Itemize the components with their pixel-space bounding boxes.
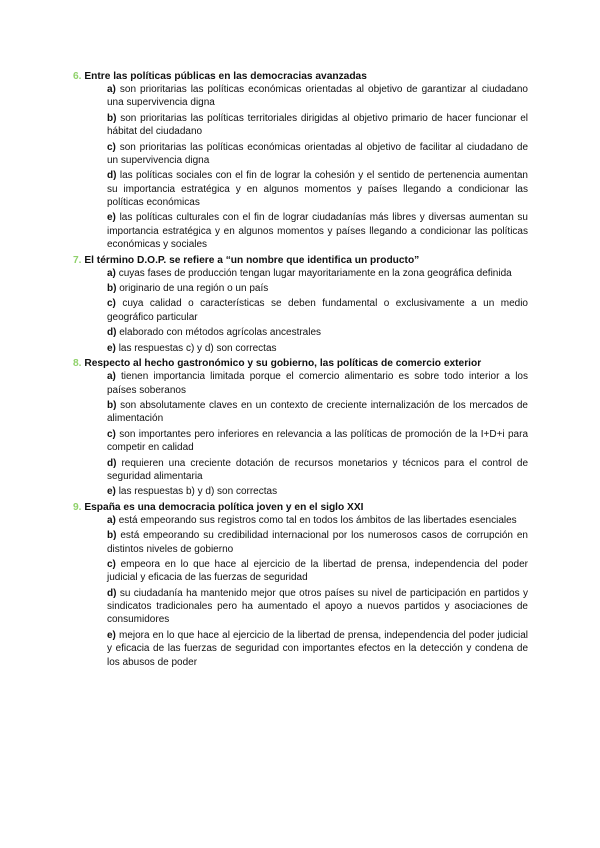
option-letter: a) [107,514,116,526]
option-letter: c) [107,298,116,310]
option-b [107,399,528,426]
option-e [107,342,528,355]
option-e [107,485,528,498]
option-letter: a) [107,267,116,279]
option-text: son importantes pero inferiores en relevancia a las políticas de promoción de la I+D+i para competir en calidad [107,428,529,454]
option-letter: c) [107,559,116,571]
option-d [107,169,528,209]
option-text: las respuestas b) y d) son correctas [118,486,278,498]
option-a [107,267,528,280]
option-d [107,457,528,484]
option-letter: d) [107,170,117,182]
question-title: Respecto al hecho gastronómico y su gobierno, las políticas de comercio exterior [84,358,482,370]
option-letter: a) [107,84,116,95]
option-text: tienen importancia limitada porque el comercio alimentario es sobre todo interior a los países soberanos [107,371,528,396]
option-c [107,141,528,168]
question-8 [73,357,528,498]
question-heading [73,357,528,370]
option-text: cuya calidad o características se deben fundamental o exclusivamente a un medio geográfico particular [107,298,528,323]
option-text: son prioritarias las políticas territoriales dirigidas al objetivo primario de hacer funcionar el hábitat del ciudadano [107,112,528,138]
option-text: son prioritarias las políticas económicas orientadas al objetivo de facilitar al ciudadano de un supervivencia digna [107,141,529,166]
option-letter: d) [107,327,117,339]
option-b [107,529,528,556]
option-b [107,112,528,139]
option-a [107,83,528,110]
question-9 [73,501,528,669]
option-letter: a) [107,371,116,383]
question-list [73,70,528,671]
question-number: 6. [73,71,82,82]
option-d [107,326,528,339]
question-title: España es una democracia política joven y en el siglo XXI [84,501,364,513]
question-heading [73,254,528,267]
option-e [107,629,528,669]
question-heading [73,501,528,514]
option-c [107,558,528,585]
option-text: las respuestas c) y d) son correctas [118,342,277,354]
option-c [107,297,528,324]
option-c [107,428,528,455]
option-text: son prioritarias las políticas económicas orientadas al objetivo de garantizar al ciudadano una supervivencia digna [107,84,528,109]
option-letter: d) [107,587,117,599]
option-b [107,282,528,295]
question-number: 9. [73,501,82,513]
question-title: El término D.O.P. se refiere a “un nombre que identifica un producto” [84,254,420,266]
option-letter: b) [107,112,117,124]
option-list [107,370,528,498]
option-e [107,211,528,251]
option-letter: b) [107,530,117,542]
question-7 [73,254,528,356]
option-text: originario de una región o un país [119,282,269,294]
option-letter: c) [107,141,116,153]
option-letter: e) [107,629,116,641]
question-title: Entre las políticas públicas en las democracias avanzadas [84,71,367,82]
option-letter: e) [107,486,116,498]
question-number: 7. [73,254,82,266]
option-text: las políticas sociales con el fin de lograr la cohesión y el sentido de pertenencia aumentan su importancia estratégica y en algunos momentos y países llegando a condicionar las políticas económicas [107,170,528,208]
option-text: requieren una creciente dotación de recursos monetarios y técnicos para el control de seguridad alimentaria [107,457,529,482]
option-text: cuyas fases de producción tengan lugar mayoritariamente en la zona geográfica definida [118,267,512,279]
option-list [107,514,528,669]
option-text: las políticas culturales con el fin de lograr ciudadanías más libres y diversas aumentan su importancia estratégica y en algunos momentos y países llegando a condicionar las políticas económicas y sociales [107,212,528,251]
option-a [107,370,528,397]
question-6 [73,70,528,251]
option-text: son absolutamente claves en un contexto de creciente internalización de los mercados de alimentación [107,400,528,425]
option-letter: b) [107,400,117,411]
option-text: está empeorando sus registros como tal en todos los ámbitos de las libertades esenciales [118,514,517,526]
option-text: su ciudadanía ha mantenido mejor que otros países su nivel de participación en partidos y sindicatos tradicionales pero ha aumentado el apoyo a nuevos partidos y asociaciones de consumidores [107,587,529,626]
question-heading [73,70,528,83]
option-letter: e) [107,342,116,354]
option-text: empeora en lo que hace al ejercicio de la libertad de prensa, independencia del poder judicial y eficacia de las fuerzas de seguridad [107,559,528,584]
option-text: elaborado con métodos agrícolas ancestrales [119,327,322,339]
option-d [107,587,528,627]
option-list [107,83,528,251]
option-letter: b) [107,282,117,294]
option-text: está empeorando su credibilidad internacional por los numerosos casos de corrupción en distintos niveles de gobierno [107,530,528,555]
option-text: mejora en lo que hace al ejercicio de la libertad de prensa, independencia del poder judicial y eficacia de las fuerzas de seguridad con importantes efectos en la detección y condena de los abusos de poder [107,629,529,668]
question-number: 8. [73,358,82,370]
option-letter: c) [107,428,116,440]
option-list [107,267,528,356]
option-letter: e) [107,212,116,224]
option-a [107,514,528,527]
option-letter: d) [107,457,117,469]
